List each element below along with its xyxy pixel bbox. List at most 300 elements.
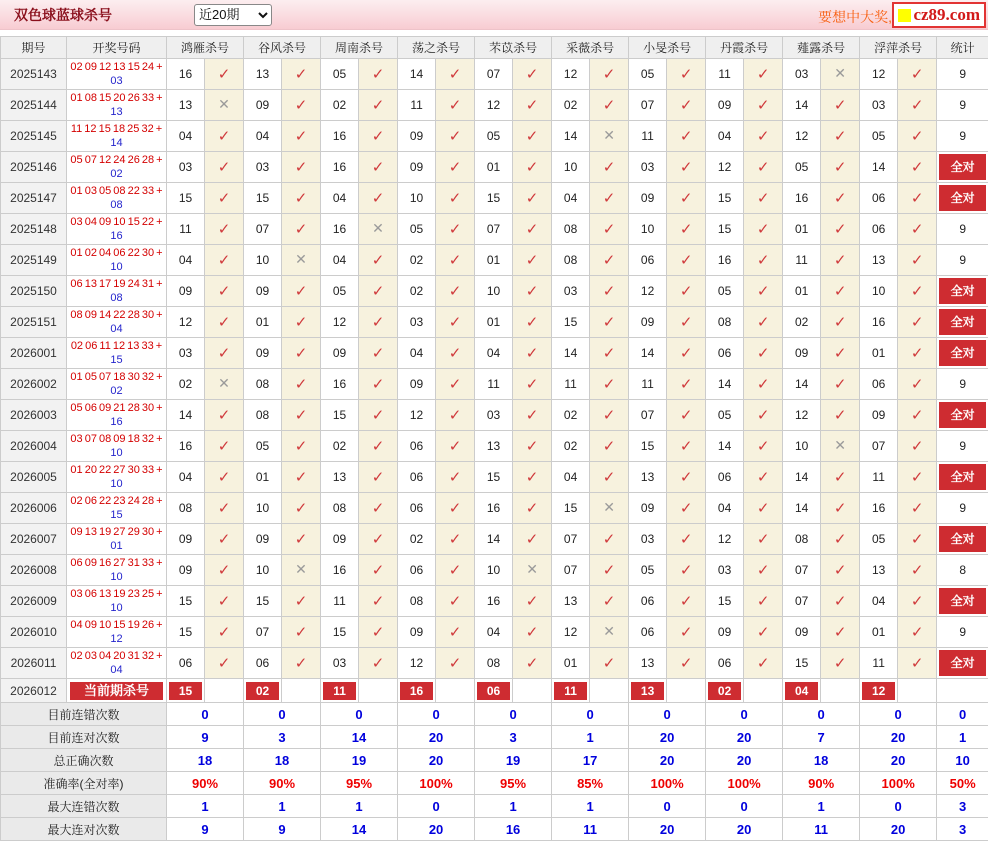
cross-icon: ✕: [603, 127, 615, 143]
mark-cell: [282, 121, 321, 152]
check-icon: ✓: [526, 624, 539, 641]
red-balls: 01 02 04 06 22 30 +: [70, 247, 162, 259]
summary-value-cell: 1: [475, 795, 552, 818]
kill-number-cell: 15: [706, 214, 744, 245]
check-icon: ✓: [834, 252, 847, 269]
mark-cell: [821, 524, 860, 555]
summary-value-cell: 19: [321, 749, 398, 772]
summary-value-cell: 90%: [783, 772, 860, 795]
check-icon: ✓: [680, 283, 693, 300]
table-row: [1, 245, 988, 276]
check-icon: ✓: [295, 500, 308, 517]
summary-value-cell: 20: [629, 818, 706, 841]
summary-value-cell: 20: [860, 818, 937, 841]
stat-cell: [937, 586, 988, 617]
mark-cell: [744, 431, 783, 462]
kill-number-cell: 13: [321, 462, 359, 493]
kill-number-cell: [321, 679, 359, 703]
mark-cell: [821, 648, 860, 679]
mark-cell: [205, 90, 244, 121]
check-icon: ✓: [526, 407, 539, 424]
kill-number-cell: 01: [475, 307, 513, 338]
blue-ball: 10: [110, 478, 122, 490]
logo-square-icon: [898, 9, 911, 22]
mark-cell: [359, 400, 398, 431]
mark-cell: [205, 59, 244, 90]
stat-cell: [937, 338, 988, 369]
check-icon: ✓: [372, 97, 385, 114]
mark-cell: [205, 462, 244, 493]
kill-number-cell: 08: [244, 369, 282, 400]
kill-number-cell: 10: [783, 431, 821, 462]
mark-cell: [667, 400, 706, 431]
check-icon: ✓: [372, 655, 385, 672]
table-row: [1, 152, 988, 183]
check-icon: ✓: [449, 438, 462, 455]
current-kill-badge: 11: [554, 682, 587, 700]
summary-value-cell: 0: [706, 795, 783, 818]
mark-cell: [436, 617, 475, 648]
mark-cell: [359, 555, 398, 586]
all-correct-badge: 全对: [939, 464, 986, 490]
result-cell: [67, 338, 167, 369]
kill-number-cell: 13: [552, 586, 590, 617]
mark-cell: [359, 648, 398, 679]
result-cell: [67, 245, 167, 276]
kill-number-cell: 12: [321, 307, 359, 338]
kill-number-cell: 06: [398, 555, 436, 586]
mark-cell: [436, 524, 475, 555]
check-icon: ✓: [295, 469, 308, 486]
period-cell: 2026003: [1, 400, 67, 431]
kill-number-cell: 15: [552, 307, 590, 338]
check-icon: ✓: [603, 314, 616, 331]
cross-icon: ✕: [295, 561, 307, 577]
kill-number-cell: 12: [706, 152, 744, 183]
check-icon: ✓: [911, 469, 924, 486]
summary-row: [1, 772, 988, 795]
result-cell: [67, 183, 167, 214]
kill-number-cell: 05: [629, 555, 667, 586]
kill-number-cell: 12: [398, 648, 436, 679]
check-icon: ✓: [603, 593, 616, 610]
stat-cell: 9: [937, 214, 988, 245]
kill-number-cell: 09: [398, 369, 436, 400]
check-icon: ✓: [680, 190, 693, 207]
kill-number-cell: 05: [860, 121, 898, 152]
kill-number-cell: [783, 679, 821, 703]
kill-number-cell: 01: [552, 648, 590, 679]
table-row: [1, 121, 988, 152]
kill-number-cell: 16: [321, 555, 359, 586]
mark-cell: [436, 307, 475, 338]
summary-value-cell: 0: [629, 795, 706, 818]
mark-cell: [282, 586, 321, 617]
stat-cell: 9: [937, 59, 988, 90]
period-cell: 2026010: [1, 617, 67, 648]
mark-cell: [667, 493, 706, 524]
check-icon: ✓: [757, 469, 770, 486]
summary-value-cell: 9: [244, 818, 321, 841]
mark-cell: [282, 679, 321, 703]
mark-cell: [205, 617, 244, 648]
check-icon: ✓: [295, 190, 308, 207]
check-icon: ✓: [372, 624, 385, 641]
col-header: 统计: [937, 37, 988, 59]
kill-number-cell: 09: [783, 617, 821, 648]
mark-cell: [744, 617, 783, 648]
mark-cell: [205, 245, 244, 276]
summary-value-cell: 20: [860, 726, 937, 749]
kill-number-cell: 06: [860, 214, 898, 245]
kill-number-cell: 04: [167, 121, 205, 152]
mark-cell: [590, 183, 629, 214]
period-cell: 2025144: [1, 90, 67, 121]
blue-ball: 10: [110, 571, 122, 583]
check-icon: ✓: [680, 593, 693, 610]
check-icon: ✓: [526, 66, 539, 83]
check-icon: ✓: [680, 97, 693, 114]
table-row: [1, 555, 988, 586]
cross-icon: ✕: [372, 220, 384, 236]
summary-label: 准确率(全对率): [1, 772, 167, 795]
summary-value-cell: 1: [552, 795, 629, 818]
kill-number-cell: 09: [398, 152, 436, 183]
check-icon: ✓: [757, 283, 770, 300]
check-icon: ✓: [295, 345, 308, 362]
stat-cell: [937, 183, 988, 214]
mark-cell: [359, 307, 398, 338]
col-header: 芣苡杀号: [475, 37, 552, 59]
col-header: 周南杀号: [321, 37, 398, 59]
mark-cell: [590, 214, 629, 245]
check-icon: ✓: [834, 97, 847, 114]
check-icon: ✓: [834, 190, 847, 207]
summary-value-cell: 3: [475, 726, 552, 749]
kill-number-cell: 10: [475, 555, 513, 586]
summary-value-cell: 11: [783, 818, 860, 841]
mark-cell: [359, 369, 398, 400]
current-kill-badge: 04: [785, 682, 818, 700]
summary-value-cell: 17: [552, 749, 629, 772]
mark-cell: [821, 214, 860, 245]
red-balls: 05 06 09 21 28 30 +: [70, 402, 162, 414]
kill-number-cell: 11: [706, 59, 744, 90]
check-icon: ✓: [526, 345, 539, 362]
summary-value-cell: 18: [167, 749, 244, 772]
check-icon: ✓: [526, 376, 539, 393]
mark-cell: [513, 90, 552, 121]
mark-cell: [590, 617, 629, 648]
mark-cell: [744, 493, 783, 524]
mark-cell: [205, 121, 244, 152]
kill-number-cell: 04: [321, 183, 359, 214]
mark-cell: [821, 121, 860, 152]
check-icon: ✓: [911, 283, 924, 300]
mark-cell: [205, 152, 244, 183]
check-icon: ✓: [680, 624, 693, 641]
period-cell: 2025147: [1, 183, 67, 214]
check-icon: ✓: [218, 252, 231, 269]
check-icon: ✓: [757, 593, 770, 610]
table-row: [1, 90, 988, 121]
kill-number-cell: 03: [860, 90, 898, 121]
summary-row: [1, 703, 988, 726]
mark-cell: [821, 245, 860, 276]
check-icon: ✓: [218, 159, 231, 176]
kill-number-cell: 13: [244, 59, 282, 90]
mark-cell: [359, 183, 398, 214]
check-icon: ✓: [218, 345, 231, 362]
check-icon: ✓: [680, 314, 693, 331]
check-icon: ✓: [295, 66, 308, 83]
check-icon: ✓: [757, 500, 770, 517]
check-icon: ✓: [680, 655, 693, 672]
range-select[interactable]: [194, 4, 272, 26]
kill-number-cell: 07: [475, 59, 513, 90]
mark-cell: [667, 369, 706, 400]
kill-number-cell: 06: [860, 369, 898, 400]
mark-cell: [282, 400, 321, 431]
period-cell: 2026008: [1, 555, 67, 586]
kill-number-cell: 05: [321, 276, 359, 307]
mark-cell: [359, 338, 398, 369]
kill-number-cell: 07: [860, 431, 898, 462]
table-row: [1, 431, 988, 462]
mark-cell: [513, 648, 552, 679]
mark-cell: [359, 152, 398, 183]
check-icon: ✓: [757, 624, 770, 641]
summary-value-cell: 95%: [475, 772, 552, 795]
period-cell: 2025143: [1, 59, 67, 90]
all-correct-badge: 全对: [939, 588, 986, 614]
red-balls: 09 13 19 27 29 30 +: [70, 526, 162, 538]
check-icon: ✓: [449, 283, 462, 300]
mark-cell: [744, 524, 783, 555]
period-cell: 2025145: [1, 121, 67, 152]
check-icon: ✓: [218, 593, 231, 610]
kill-number-cell: 11: [860, 648, 898, 679]
mark-cell: [590, 152, 629, 183]
mark-cell: [205, 648, 244, 679]
kill-number-cell: 14: [552, 121, 590, 152]
mark-cell: [513, 338, 552, 369]
kill-number-cell: [860, 679, 898, 703]
check-icon: ✓: [449, 159, 462, 176]
check-icon: ✓: [449, 469, 462, 486]
check-icon: ✓: [603, 252, 616, 269]
mark-cell: [744, 586, 783, 617]
mark-cell: [898, 400, 937, 431]
mark-cell: [436, 276, 475, 307]
blue-ball: 02: [110, 385, 122, 397]
mark-cell: [667, 214, 706, 245]
mark-cell: [590, 307, 629, 338]
kill-number-cell: 02: [783, 307, 821, 338]
kill-number-cell: 13: [860, 245, 898, 276]
summary-value-cell: 1: [321, 795, 398, 818]
kill-number-cell: 03: [629, 152, 667, 183]
blue-ball: 16: [110, 416, 122, 428]
mark-cell: [744, 152, 783, 183]
blue-ball: 15: [110, 354, 122, 366]
kill-number-cell: 15: [167, 586, 205, 617]
current-kill-label: 当前期杀号: [70, 682, 163, 700]
summary-label: 目前连对次数: [1, 726, 167, 749]
cross-icon: ✕: [834, 437, 846, 453]
cross-icon: ✕: [295, 251, 307, 267]
mark-cell: [898, 276, 937, 307]
mark-cell: [898, 214, 937, 245]
kill-number-cell: 14: [783, 90, 821, 121]
mark-cell: [436, 431, 475, 462]
kill-number-cell: 04: [552, 462, 590, 493]
check-icon: ✓: [603, 283, 616, 300]
red-balls: 02 06 11 12 13 33 +: [71, 340, 162, 352]
check-icon: ✓: [757, 159, 770, 176]
check-icon: ✓: [295, 407, 308, 424]
check-icon: ✓: [834, 469, 847, 486]
kill-number-cell: 06: [629, 586, 667, 617]
mark-cell: [667, 307, 706, 338]
red-balls: 01 05 07 18 30 32 +: [70, 371, 162, 383]
check-icon: ✓: [218, 438, 231, 455]
kill-number-cell: 15: [167, 183, 205, 214]
summary-row: [1, 795, 988, 818]
check-icon: ✓: [834, 500, 847, 517]
kill-number-cell: 05: [706, 400, 744, 431]
check-icon: ✓: [295, 438, 308, 455]
summary-value-cell: 95%: [321, 772, 398, 795]
mark-cell: [282, 338, 321, 369]
blue-ball: 16: [110, 230, 122, 242]
check-icon: ✓: [834, 562, 847, 579]
mark-cell: [282, 648, 321, 679]
kill-number-cell: 14: [860, 152, 898, 183]
mark-cell: [282, 431, 321, 462]
check-icon: ✓: [449, 190, 462, 207]
kill-number-cell: 15: [167, 617, 205, 648]
mark-cell: [436, 338, 475, 369]
mark-cell: [898, 617, 937, 648]
check-icon: ✓: [372, 593, 385, 610]
kill-number-cell: 14: [475, 524, 513, 555]
kill-number-cell: 10: [860, 276, 898, 307]
red-balls: 05 07 12 24 26 28 +: [70, 154, 162, 166]
summary-value-cell: 0: [860, 795, 937, 818]
kill-number-cell: 16: [706, 245, 744, 276]
check-icon: ✓: [911, 376, 924, 393]
mark-cell: [359, 276, 398, 307]
site-logo[interactable]: [892, 2, 986, 28]
check-icon: ✓: [372, 252, 385, 269]
kill-number-cell: 08: [552, 214, 590, 245]
check-icon: ✓: [757, 376, 770, 393]
kill-number-cell: 04: [398, 338, 436, 369]
mark-cell: [590, 400, 629, 431]
stat-cell: 8: [937, 555, 988, 586]
mark-cell: [590, 90, 629, 121]
check-icon: ✓: [372, 438, 385, 455]
check-icon: ✓: [911, 624, 924, 641]
kill-number-cell: 10: [244, 493, 282, 524]
mark-cell: [590, 524, 629, 555]
period-cell: 2026001: [1, 338, 67, 369]
check-icon: ✓: [603, 97, 616, 114]
kill-number-cell: 15: [321, 400, 359, 431]
summary-value-cell: 0: [398, 795, 475, 818]
mark-cell: [821, 369, 860, 400]
kill-number-cell: 07: [783, 555, 821, 586]
stat-cell: 9: [937, 245, 988, 276]
summary-stat-cell: 10: [937, 749, 988, 772]
kill-number-cell: 09: [321, 338, 359, 369]
check-icon: ✓: [526, 283, 539, 300]
current-label-cell: [67, 679, 167, 703]
check-icon: ✓: [526, 655, 539, 672]
summary-value-cell: 0: [552, 703, 629, 726]
kill-number-cell: 04: [321, 245, 359, 276]
kill-number-cell: 14: [783, 493, 821, 524]
kill-number-cell: 12: [860, 59, 898, 90]
summary-value-cell: 0: [244, 703, 321, 726]
summary-value-cell: 100%: [629, 772, 706, 795]
check-icon: ✓: [295, 655, 308, 672]
mark-cell: [359, 462, 398, 493]
mark-cell: [436, 555, 475, 586]
table-row: [1, 307, 988, 338]
mark-cell: [436, 462, 475, 493]
check-icon: ✓: [680, 159, 693, 176]
check-icon: ✓: [680, 252, 693, 269]
check-icon: ✓: [526, 159, 539, 176]
kill-number-cell: 09: [244, 338, 282, 369]
result-cell: [67, 214, 167, 245]
mark-cell: [744, 307, 783, 338]
mark-cell: [436, 90, 475, 121]
summary-value-cell: 1: [783, 795, 860, 818]
check-icon: ✓: [218, 407, 231, 424]
col-header: 期号: [1, 37, 67, 59]
kill-number-cell: 15: [321, 617, 359, 648]
kill-number-cell: 02: [321, 431, 359, 462]
check-icon: ✓: [680, 469, 693, 486]
top-bar: [0, 0, 988, 30]
kill-number-cell: 01: [475, 245, 513, 276]
kill-number-cell: 13: [860, 555, 898, 586]
red-balls: 06 13 17 19 24 31 +: [70, 278, 162, 290]
summary-stat-cell: 1: [937, 726, 988, 749]
kill-number-cell: 11: [629, 369, 667, 400]
current-kill-badge: 06: [477, 682, 510, 700]
check-icon: ✓: [834, 376, 847, 393]
kill-number-cell: 14: [783, 369, 821, 400]
mark-cell: [513, 276, 552, 307]
blue-ball: 10: [110, 261, 122, 273]
check-icon: ✓: [449, 407, 462, 424]
mark-cell: [513, 431, 552, 462]
kill-number-cell: 05: [321, 59, 359, 90]
mark-cell: [436, 214, 475, 245]
summary-label: 最大连对次数: [1, 818, 167, 841]
kill-number-cell: 03: [321, 648, 359, 679]
kill-number-cell: 07: [475, 214, 513, 245]
check-icon: ✓: [295, 376, 308, 393]
mark-cell: [821, 462, 860, 493]
mark-cell: [513, 245, 552, 276]
kill-number-cell: 15: [475, 462, 513, 493]
kill-number-cell: 06: [629, 245, 667, 276]
